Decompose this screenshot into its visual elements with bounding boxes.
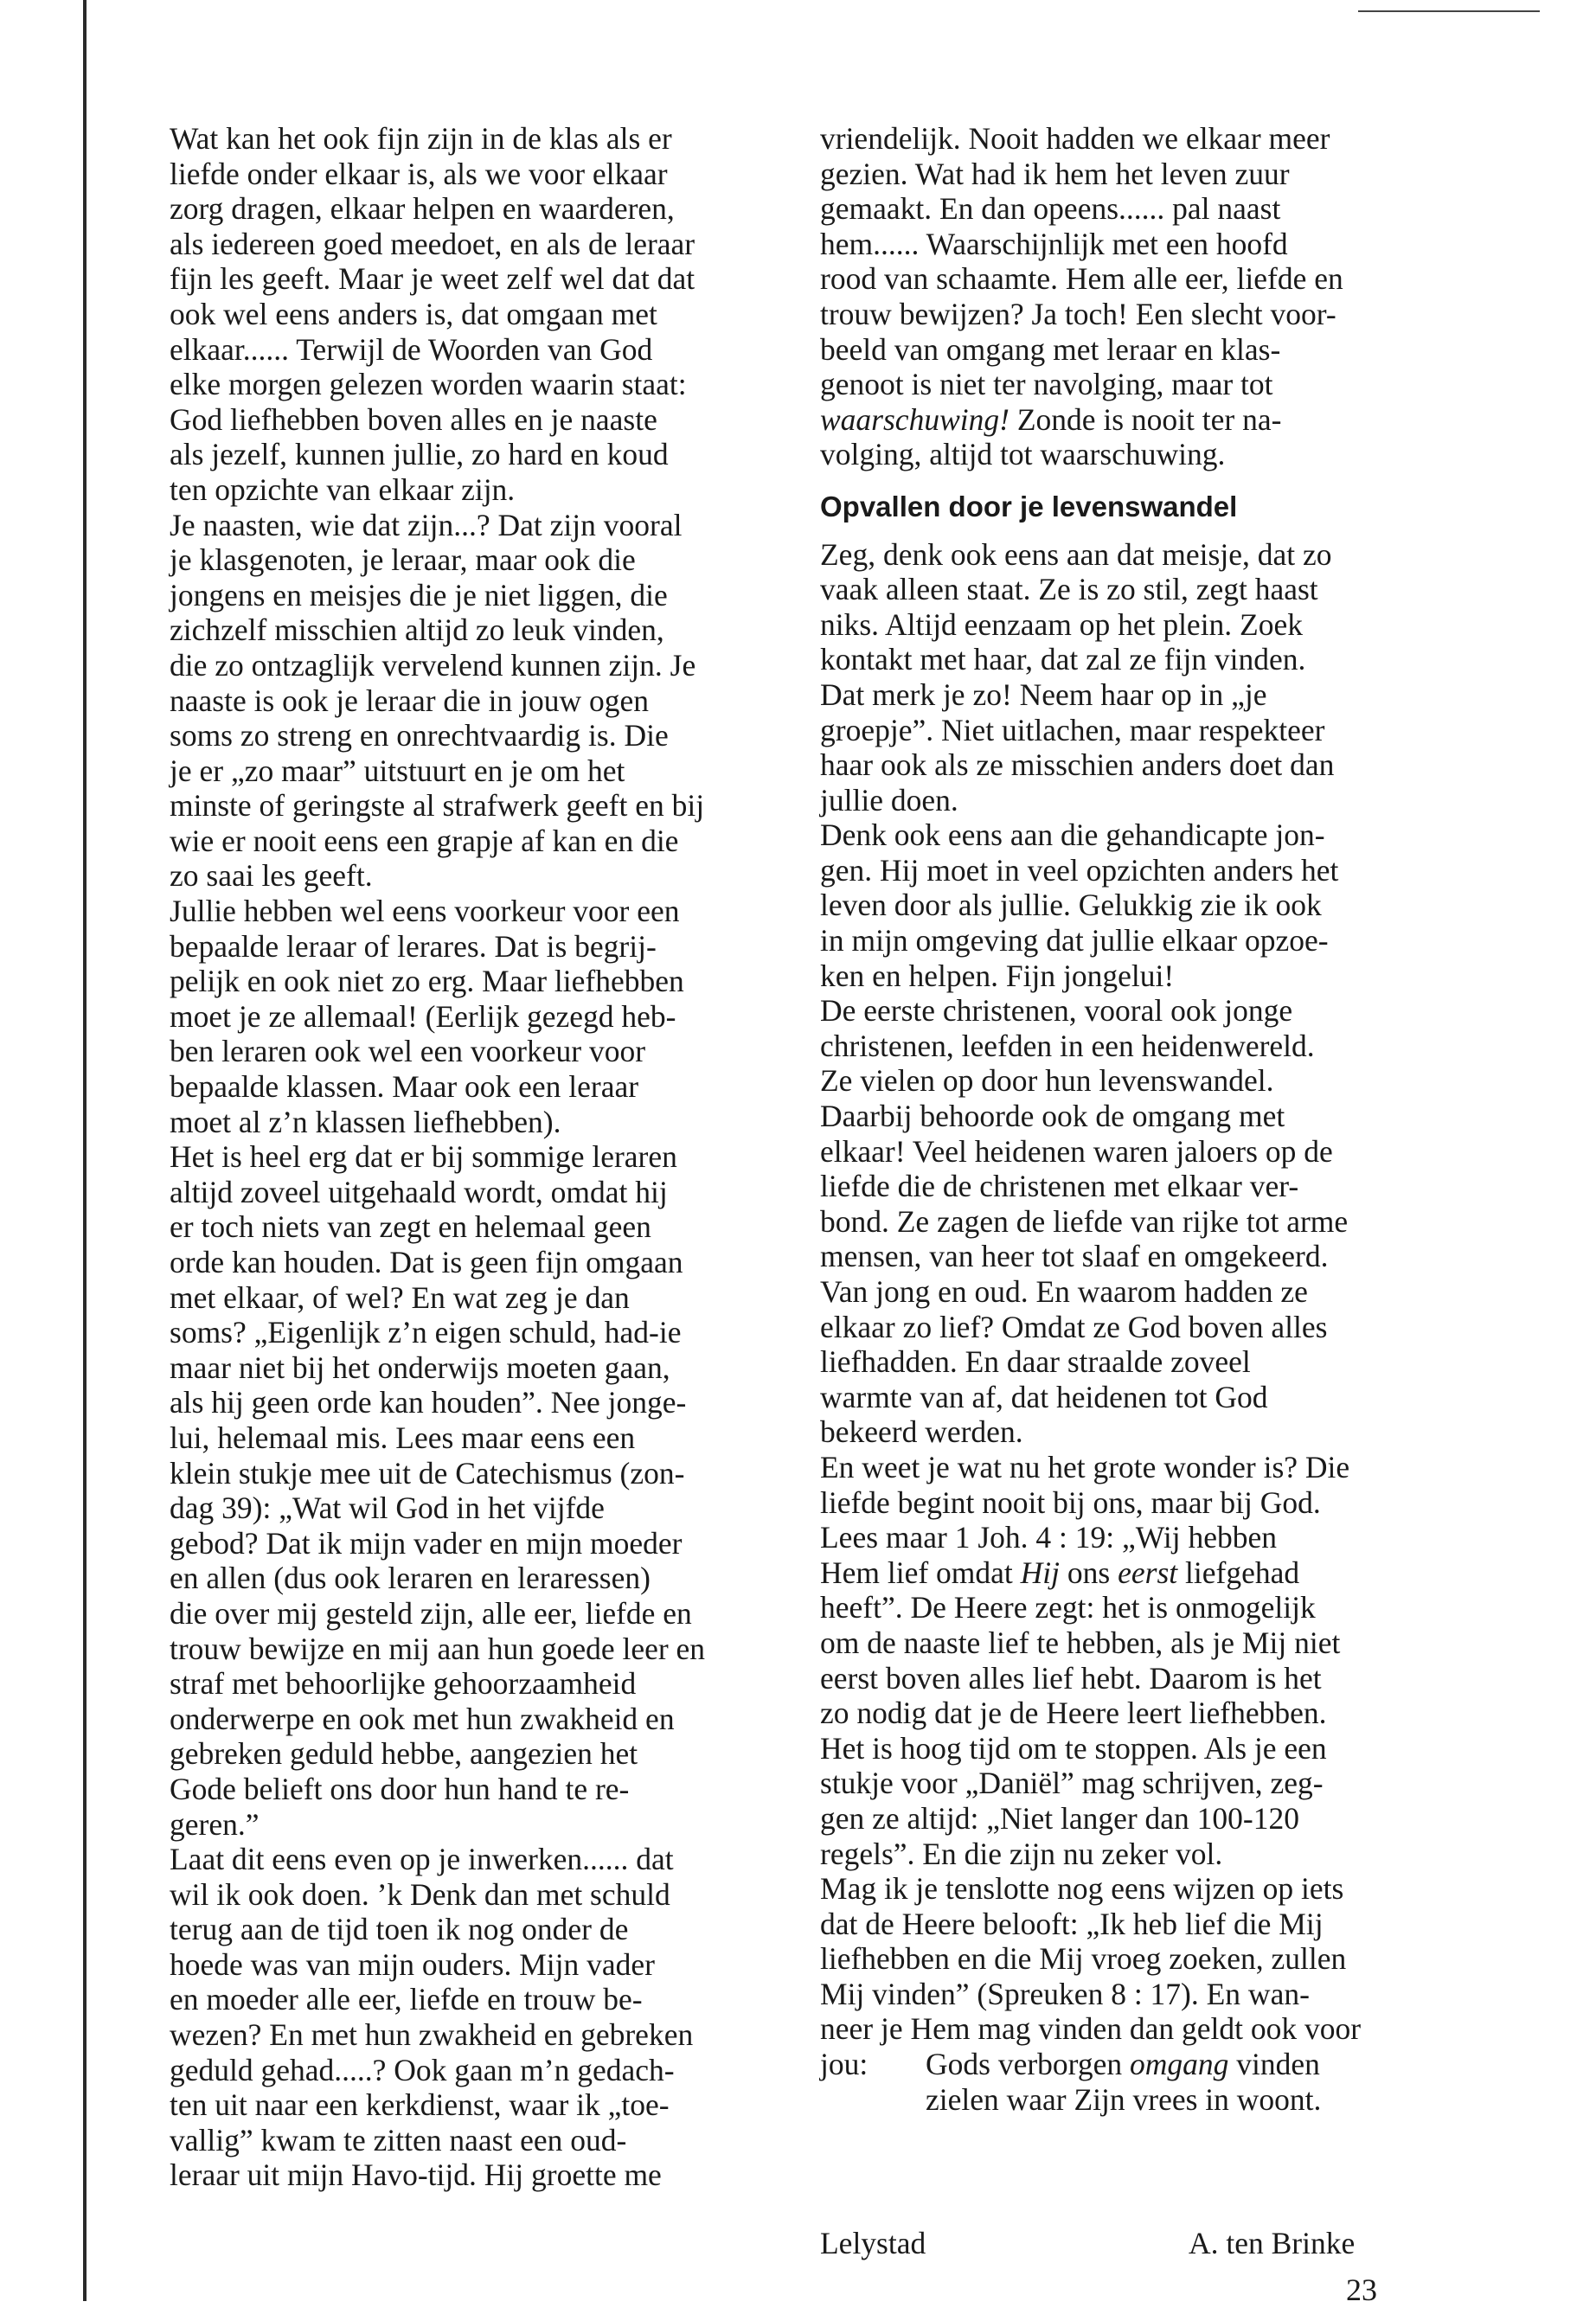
text-line: regels”. En die zijn nu zeker vol. [820,1836,1223,1871]
text-line: wezen? En met hun zwakheid en gebreken [170,2017,694,2053]
text-line: zo nodig dat je de Heere leert liefhebben. [820,1696,1327,1731]
emphasis-omgang: omgang [1129,2047,1229,2082]
text-line: liefde onder elkaar is, als we voor elkaar [170,156,668,191]
text-line: gen ze altijd: „Niet langer dan 100-120 [820,1800,1299,1836]
text-line: leraar uit mijn Havo-tijd. Hij groette me [170,2157,662,2193]
text-line: vriendelijk. Nooit hadden we elkaar meer [820,121,1330,156]
page-number: 23 [1346,2273,1377,2307]
text-line [820,1555,1391,1591]
text-line: dat de Heere belooft: „Ik heb lief die Mij [820,1906,1324,1941]
text-line: minste of geringste al strafwerk geeft en bij [170,788,705,824]
text-line: Denk ook eens aan die gehandicapte jon- [820,817,1325,853]
emphasis-eerst: eerst [1118,1555,1178,1590]
text-line: neer je Hem mag vinden dan geldt ook voor [820,2011,1362,2047]
text-line: liefhebben en die Mij vroeg zoeken, zullen [820,1941,1347,1977]
text-line: je er „zo maar” uitstuurt en je om het [170,753,625,788]
text-line: Het is hoog tijd om te stoppen. Als je een [820,1730,1327,1766]
text-line: Van jong en oud. En waarom hadden ze [820,1274,1308,1309]
text-line: bepaalde klassen. Maar ook een leraar [170,1069,639,1105]
text-line: om de naaste lief te hebben, als je Mij niet [820,1625,1341,1660]
text-line: heeft”. De Heere zegt: het is onmogelijk [820,1590,1316,1625]
section-heading: Opvallen door je levenswandel [820,490,1238,523]
text-line: elkaar! Veel heidenen waren jaloers op de [820,1133,1333,1169]
text-line: beeld van omgang met leraar en klas- [820,331,1281,367]
text-line: Dat merk je zo! Neem haar op in „je [820,676,1267,712]
text-fragment: ons [1060,1555,1118,1590]
text-line: liefhadden. En daar straalde zoveel [820,1344,1251,1380]
emphasis-waarschuwing: waarschuwing! [820,401,1010,437]
text-line: jullie doen. [820,782,958,817]
text-line: mensen, van heer tot slaaf en omgekeerd. [820,1239,1329,1274]
text-line: Mij vinden” (Spreuken 8 : 17). En wan- [820,1976,1310,2011]
text-line: De eerste christenen, vooral ook jonge [820,993,1293,1029]
text-line: en moeder alle eer, liefde en trouw be- [170,1982,643,2017]
text-line: genoot is niet ter navolging, maar tot [820,367,1273,402]
text-line: Lees maar 1 Joh. 4 : 19: „Wij hebben [820,1520,1277,1555]
text-line: maar niet bij het onderwijs moeten gaan, [170,1350,670,1385]
text-fragment: Gods verborgen [926,2047,1130,2082]
text-line: ken en helpen. Fijn jongelui! [820,958,1175,993]
text-line: liefde begint nooit bij ons, maar bij God. [820,1484,1321,1520]
text-line: onderwerpe en ook met hun zwakheid en [170,1701,675,1736]
text-line: soms? „Eigenlijk z’n eigen schuld, had-ie [170,1315,682,1350]
text-line: zichzelf misschien altijd zo leuk vinden, [170,612,664,648]
text-line: christenen, leefden in een heidenwereld. [820,1028,1315,1063]
poem-intro: jou: [820,2047,869,2082]
left-paragraph-1 [170,121,740,508]
text-line: dag 39): „Wat wil God in het vijfde [170,1491,605,1526]
text-fragment: liefgehad [1177,1555,1300,1590]
text-line: trouw bewijzen? Ja toch! Een slecht voor- [820,296,1336,331]
text-line: moet al z’n klassen liefhebben). [170,1104,561,1139]
text-line: Jullie hebben wel eens voorkeur voor een [170,894,680,929]
text-line: zo saai les geeft. [170,858,373,894]
text-line: warmte van af, dat heidenen tot God [820,1379,1268,1414]
right-paragraph-2 [820,537,1391,818]
poem [926,2047,1321,2117]
text-line: geduld gehad.....? Ook gaan m’n gedach- [170,2052,675,2087]
right-paragraph-1 [820,121,1391,472]
left-paragraph-4 [170,1139,740,1842]
text-line: trouw bewijze en mij aan hun goede leer en [170,1631,706,1666]
text-line: die zo ontzaglijk vervelend kunnen zijn. Je [170,647,696,683]
text-line: Laat dit eens even op je inwerken...... dat [170,1842,674,1877]
left-paragraph-2 [170,508,740,894]
text-line: elke morgen gelezen worden waarin staat: [170,367,687,402]
text-line [820,402,1391,438]
text-line: God liefhebben boven alles en je naaste [170,401,657,437]
text-line: En weet je wat nu het grote wonder is? Die [820,1449,1350,1484]
text-line: je klasgenoten, je leraar, maar ook die [170,542,636,578]
left-paragraph-5 [170,1842,740,2193]
text-line: stukje voor „Daniël” mag schrijven, zeg- [820,1766,1324,1801]
text-line: Daarbij behoorde ook de omgang met [820,1099,1285,1134]
text-line: vallig” kwam te zitten naast een oud- [170,2122,627,2157]
text-line: zorg dragen, elkaar helpen en waarderen, [170,191,675,227]
text-line: liefde die de christenen met elkaar ver- [820,1169,1299,1204]
text-line: met elkaar, of wel? En wat zeg je dan [170,1279,630,1315]
text-line: gebreken geduld hebbe, aangezien het [170,1736,638,1772]
right-paragraph-5 [820,1450,1391,1871]
text-line: ten uit naar een kerkdienst, waar ik „toe- [170,2087,670,2123]
poem-line [926,2047,1321,2082]
text-line: leven door als jullie. Gelukkig zie ik ook [820,888,1322,923]
text-line: klein stukje mee uit de Catechismus (zon- [170,1455,685,1491]
text-line: Je naasten, wie dat zijn...? Dat zijn vooral [170,507,683,542]
text-line: Zeg, denk ook eens aan dat meisje, dat zo [820,536,1332,572]
text-line: soms zo streng en onrechtvaardig is. Die [170,718,669,753]
text-line: Gode belieft ons door hun hand te re- [170,1771,630,1806]
text-line: gen. Hij moet in veel opzichten anders het [820,852,1339,888]
text-line: en allen (dus ook leraren en leraressen) [170,1561,651,1596]
right-paragraph-3 [820,817,1391,993]
text-line: straf met behoorlijke gehoorzaamheid [170,1666,637,1702]
poem-block [820,2047,1391,2117]
text-line: Het is heel erg dat er bij sommige leraren [170,1139,677,1175]
emphasis-hij: Hij [1020,1555,1061,1590]
text-line: terug aan de tijd toen ik nog onder de [170,1912,629,1947]
text-line: bekeerd werden. [820,1414,1023,1450]
text-line: gebod? Dat ik mijn vader en mijn moeder [170,1525,683,1561]
text-line: gezien. Wat had ik hem het leven zuur [820,156,1290,191]
text-line: bond. Ze zagen de liefde van rijke tot arme [820,1203,1349,1239]
right-paragraph-6 [820,1871,1391,2047]
text-fragment: Hem lief omdat [820,1555,1021,1590]
text-line: naaste is ook je leraar die in jouw ogen [170,683,650,718]
text-line: er toch niets van zegt en helemaal geen [170,1209,651,1245]
text-line: gemaakt. En dan opeens...... pal naast [820,191,1281,227]
text-line: rood van schaamte. Hem alle eer, liefde en [820,261,1343,297]
text-line: ten opzichte van elkaar zijn. [170,471,516,507]
signature-author: A. ten Brinke [1189,2226,1356,2260]
text-line: als jezelf, kunnen jullie, zo hard en koud [170,437,669,472]
left-paragraph-3 [170,894,740,1139]
text-line: ook wel eens anders is, dat omgaan met [170,296,657,331]
text-line: eerst boven alles lief hebt. Daarom is het [820,1660,1322,1696]
text-line: ben leraren ook wel een voorkeur voor [170,1034,646,1069]
scan-edge-rule [83,0,87,2301]
text-line: Mag ik je tenslotte nog eens wijzen op iets [820,1871,1344,1907]
text-line: hoede was van mijn ouders. Mijn vader [170,1946,655,1982]
scan-top-rule [1358,10,1540,12]
text-line: orde kan houden. Dat is geen fijn omgaan [170,1245,683,1279]
text-line: kontakt met haar, dat zal ze fijn vinden. [820,642,1306,677]
signature-place: Lelystad [820,2226,926,2260]
right-column [820,121,1391,2117]
text-line: vaak alleen staat. Ze is zo stil, zegt haast [820,572,1318,607]
text-line: als iedereen goed meedoet, en als de leraar [170,226,695,261]
text-fragment: Zonde is nooit ter na- [1009,401,1282,437]
text-line: wil ik ook doen. ’k Denk dan met schuld [170,1876,670,1912]
text-line: in mijn omgeving dat jullie elkaar opzoe- [820,923,1329,958]
text-line: elkaar zo lief? Omdat ze God boven alles [820,1309,1328,1344]
text-line: lui, helemaal mis. Lees maar eens een [170,1420,636,1455]
text-line: Ze vielen op door hun levenswandel. [820,1063,1274,1099]
text-line: als hij geen orde kan houden”. Nee jonge- [170,1385,687,1420]
text-line: jongens en meisjes die je niet liggen, die [170,577,668,612]
text-line: altijd zoveel uitgehaald wordt, omdat hij [170,1174,668,1209]
text-fragment: vinden [1228,2047,1320,2082]
text-line: wie er nooit eens een grapje af kan en die [170,823,679,858]
text-line: volging, altijd tot waarschuwing. [820,437,1226,472]
right-paragraph-4 [820,993,1391,1450]
text-line: fijn les geeft. Maar je weet zelf wel dat dat [170,261,695,297]
text-line: hem...... Waarschijnlijk met een hoofd [820,226,1288,261]
text-line: haar ook als ze misschien anders doet dan [820,747,1335,783]
poem-line: zielen waar Zijn vrees in woont. [926,2081,1322,2117]
text-line: geren.” [170,1806,260,1842]
text-line: niks. Altijd eenzaam op het plein. Zoek [820,606,1303,642]
text-line: groepje”. Niet uitlachen, maar respekteer [820,712,1325,747]
text-line: moet je ze allemaal! (Eerlijk gezegd heb- [170,998,676,1034]
text-line: pelijk en ook niet zo erg. Maar liefhebben [170,964,684,999]
text-line: Wat kan het ook fijn zijn in de klas als er [170,121,672,156]
text-line: bepaalde leraar of lerares. Dat is begrij- [170,928,657,964]
text-line: elkaar...... Terwijl de Woorden van God [170,331,653,367]
text-line: die over mij gesteld zijn, alle eer, liefde en [170,1595,692,1631]
left-column [170,121,740,2193]
